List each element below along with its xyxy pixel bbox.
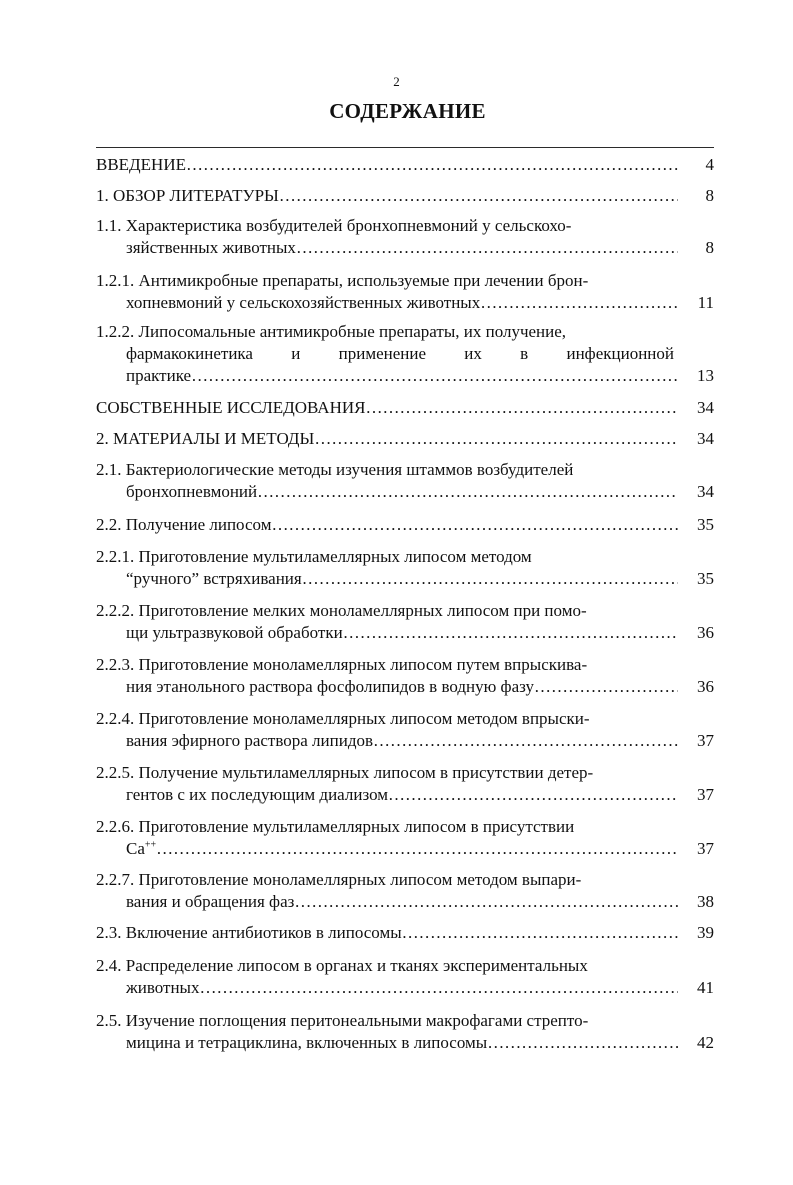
toc-page-number: 34 [678, 397, 714, 419]
toc-entry-text: 2.2.7. Приготовление моноламеллярных липосом методом выпари- [96, 870, 582, 889]
toc-entry-text: вания и обращения фаз [126, 892, 295, 911]
toc-entry [96, 428, 714, 450]
toc-entry-text: гентов с их последующим диализом [126, 785, 389, 804]
toc-page-number: 39 [678, 922, 714, 944]
toc-entry [96, 397, 714, 419]
toc-entry-text: ВВЕДЕНИЕ [96, 155, 186, 174]
toc-page-number: 34 [678, 481, 714, 503]
toc-page-number: 34 [678, 428, 714, 450]
toc-entry-text: 2.3. Включение антибиотиков в липосомы [96, 923, 402, 942]
toc-page-number: 37 [678, 838, 714, 860]
toc-page-number: 11 [678, 292, 714, 314]
toc-entry [96, 185, 714, 207]
toc-entry [96, 215, 714, 259]
toc-page-number: 36 [678, 676, 714, 698]
toc-entry [96, 270, 714, 314]
toc-entry [96, 955, 714, 999]
toc-entry-text: 2.4. Распределение липосом в органах и тканях экспериментальных [96, 956, 588, 975]
toc-entry [96, 514, 714, 536]
toc-page-number: 36 [678, 622, 714, 644]
toc-entry [96, 654, 714, 698]
toc-entry [96, 321, 714, 387]
toc-page-number: 35 [678, 568, 714, 590]
toc-entry-text: 2.1. Бактериологические методы изучения штаммов возбудителей [96, 460, 574, 479]
toc-entry-text: 2.2.4. Приготовление моноламеллярных липосом методом впрыски- [96, 709, 590, 728]
toc-entry [96, 546, 714, 590]
toc-page-number: 37 [678, 784, 714, 806]
toc-entry-text: 2. МАТЕРИАЛЫ И МЕТОДЫ [96, 429, 315, 448]
toc-entry [96, 762, 714, 806]
toc-page-number: 42 [678, 1032, 714, 1054]
toc-entry-text: бронхопневмоний [126, 482, 258, 501]
toc-entry [96, 708, 714, 752]
page-number: 2 [393, 74, 400, 89]
page-title: СОДЕРЖАНИЕ [329, 99, 486, 123]
toc-entry-text: 2.2.1. Приготовление мультиламеллярных липосом методом [96, 547, 532, 566]
toc-entry-text: щи ультразвуковой обработки [126, 623, 343, 642]
toc-entry-text: ния этанольного раствора фосфолипидов в водную фазу [126, 677, 534, 696]
toc-entry [96, 869, 714, 913]
toc-entry-text: 2.2. Получение липосом [96, 515, 272, 534]
toc-entry-text: “ручного” встряхивания [126, 569, 302, 588]
toc-entry-text: 1. ОБЗОР ЛИТЕРАТУРЫ [96, 186, 279, 205]
toc-entry-text: 1.2.1. Антимикробные препараты, используемые при лечении брон- [96, 271, 589, 290]
toc-entry-text: зяйственных животных [126, 238, 296, 257]
toc-page-number: 38 [678, 891, 714, 913]
toc-entry-text: 1.1. Характеристика возбудителей бронхопневмоний у сельскохо- [96, 216, 572, 235]
toc-page-number: 41 [678, 977, 714, 999]
toc-entry-text: 2.2.5. Получение мультиламеллярных липосом в присутствии детер- [96, 763, 594, 782]
toc-entry [96, 459, 714, 503]
toc-page-number: 4 [678, 154, 714, 176]
toc-entry [96, 816, 714, 860]
toc-entry [96, 600, 714, 644]
toc-entry-text: 2.2.3. Приготовление моноламеллярных липосом путем впрыскива- [96, 655, 588, 674]
toc-entry-text: 1.2.2. Липосомальные антимикробные препараты, их получение, [96, 322, 567, 341]
toc-entry [96, 1010, 714, 1054]
toc-entry-text: мицина и тетрациклина, включенных в липосомы [126, 1033, 488, 1052]
toc-entry-text: 2.2.6. Приготовление мультиламеллярных липосом в присутствии [96, 817, 575, 836]
table-rule [96, 147, 714, 148]
toc-entry-text: фармакокинетика и применение их в инфекционной [126, 344, 674, 363]
toc-entry-superscript: ++ [144, 839, 157, 851]
toc-entry [96, 922, 714, 944]
toc-page-number: 8 [678, 237, 714, 259]
toc-entry-text: животных [126, 978, 200, 997]
toc-entry [96, 154, 714, 176]
toc-entry-text: Ca [126, 839, 145, 858]
toc-entry-text: вания эфирного раствора липидов [126, 731, 373, 750]
toc-entry-text: практике [126, 366, 192, 385]
toc-page-number: 13 [678, 365, 714, 387]
toc-entry-text: СОБСТВЕННЫЕ ИССЛЕДОВАНИЯ [96, 398, 366, 417]
toc-entry-text: хопневмоний у сельскохозяйственных животных [126, 293, 481, 312]
toc-entry-text: 2.2.2. Приготовление мелких моноламеллярных липосом при помо- [96, 601, 587, 620]
toc-page-number: 8 [678, 185, 714, 207]
toc-page-number: 35 [678, 514, 714, 536]
toc-page-number: 37 [678, 730, 714, 752]
toc-entry-text: 2.5. Изучение поглощения перитонеальными макрофагами стрепто- [96, 1011, 589, 1030]
